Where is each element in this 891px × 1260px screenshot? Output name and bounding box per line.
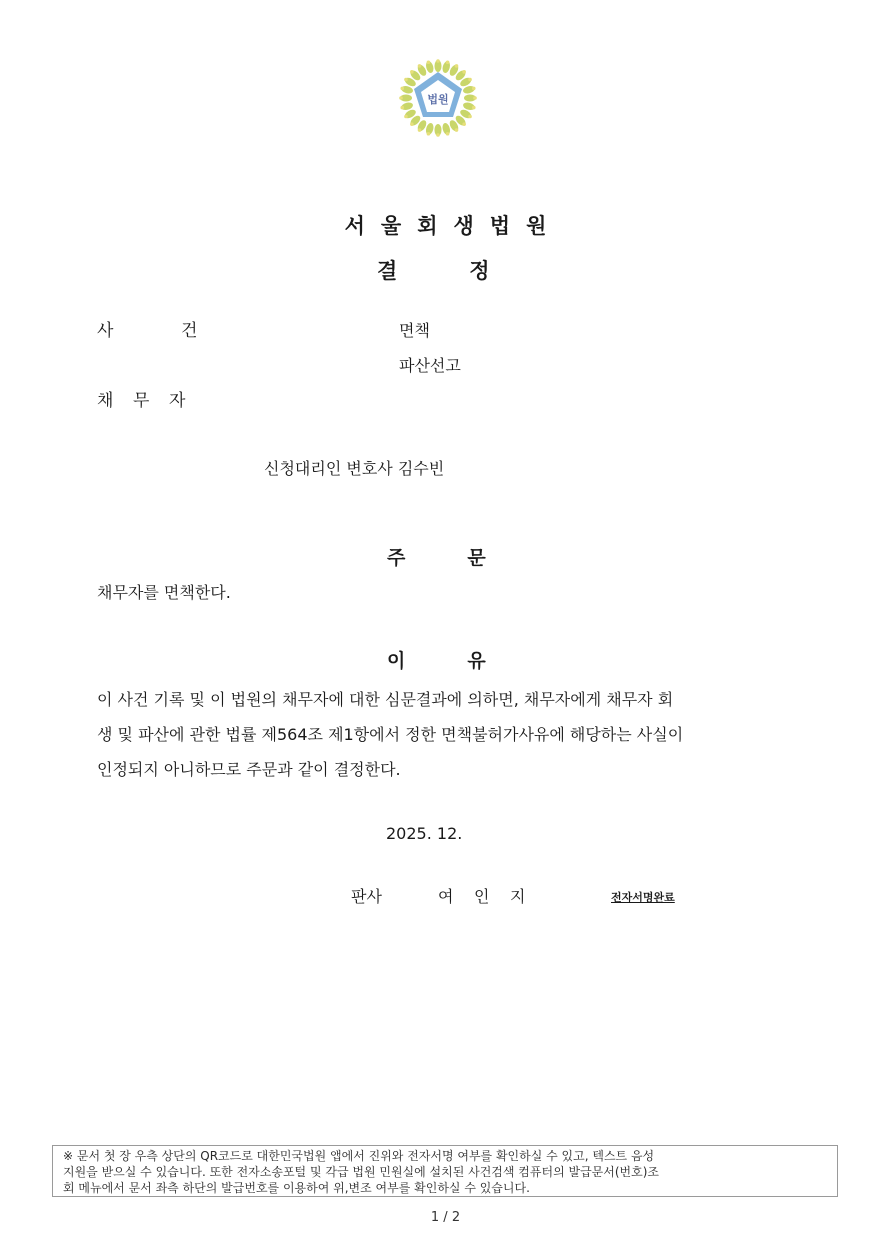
judge-name	[438, 884, 525, 907]
debtor-label-char: 무	[133, 391, 150, 411]
reason-line: 생 및 파산에 관한 법률 제564조 제1항에서 정한 면책불허가사유에 해당하는 사실이	[97, 725, 684, 744]
case-label	[97, 316, 197, 341]
page-number: 1 / 2	[430, 1210, 461, 1225]
emblem-dot	[472, 106, 476, 110]
emblem-dot	[418, 128, 422, 132]
emblem-dot	[473, 96, 477, 100]
notice-line: 지원을 받으실 수 있습니다. 또한 전자소송포털 및 각급 법원 민원실에 설치된 사건검색 컴퓨터의 발급문서(번호)조	[63, 1165, 660, 1179]
emblem-dot	[427, 60, 431, 64]
case-label-part1: 사	[97, 321, 114, 341]
document-title-part2: 정	[469, 259, 490, 283]
case-label-part2: 건	[181, 321, 198, 341]
reason-heading-part1: 이	[387, 650, 406, 672]
emblem-dot	[427, 132, 431, 136]
debtor-label	[97, 386, 185, 411]
reason-heading	[387, 646, 486, 673]
court-name: 서울회생법원	[344, 214, 563, 238]
applicant-agent: 신청대리인 변호사 김수빈	[264, 459, 445, 478]
order-heading-part2: 문	[467, 547, 486, 569]
order-heading-part1: 주	[387, 547, 406, 569]
judge-title: 판사	[351, 887, 382, 906]
court-emblem-icon	[398, 58, 478, 140]
reason-line: 인정되지 아니하므로 주문과 같이 결정한다.	[97, 760, 401, 779]
order-text: 채무자를 면책한다.	[97, 583, 231, 602]
debtor-label-char: 채	[97, 391, 114, 411]
emblem-dot	[468, 78, 472, 82]
case-value-line1: 면책	[399, 321, 430, 340]
document-title	[377, 255, 490, 285]
emblem-dot	[462, 70, 466, 74]
emblem-dot	[400, 87, 404, 91]
notice-line: ※ 문서 첫 장 우측 상단의 QR코드로 대한민국법원 앱에서 진위와 전자서명 여부를 확인하실 수 있고, 텍스트 음성	[63, 1149, 655, 1163]
debtor-label-char: 자	[169, 391, 186, 411]
emblem-dot	[472, 87, 476, 91]
emblem-dot	[418, 64, 422, 68]
esign-status: 전자서명완료	[611, 891, 675, 904]
order-heading	[387, 543, 486, 570]
judge-name-char: 인	[474, 887, 490, 906]
decision-date: 2025. 12.	[386, 824, 463, 843]
reason-text	[97, 682, 787, 787]
emblem-dot	[399, 96, 403, 100]
emblem-dot	[446, 60, 450, 64]
emblem-dot	[404, 115, 408, 119]
emblem-text: 법원	[427, 93, 449, 106]
emblem-dot	[468, 115, 472, 119]
emblem-dot	[462, 122, 466, 126]
reason-heading-part2: 유	[467, 650, 486, 672]
emblem-dot	[410, 122, 414, 126]
emblem-dot	[455, 64, 459, 68]
document-title-part1: 결	[377, 259, 398, 283]
notice-line: 회 메뉴에서 문서 좌측 하단의 발급번호를 이용하여 위,변조 여부를 확인하실 수 있습니다.	[63, 1181, 530, 1195]
verification-notice	[52, 1145, 838, 1197]
emblem-dot	[400, 106, 404, 110]
emblem-dot	[410, 70, 414, 74]
reason-line: 이 사건 기록 및 이 법원의 채무자에 대한 심문결과에 의하면, 채무자에게 채무자 회	[97, 690, 674, 709]
emblem-dot	[436, 59, 440, 63]
emblem-dot	[446, 132, 450, 136]
emblem-dot	[455, 128, 459, 132]
emblem-dot	[436, 133, 440, 137]
judge-name-char: 지	[510, 887, 526, 906]
judge-name-char: 여	[438, 887, 454, 906]
emblem-dot	[404, 78, 408, 82]
case-value-line2: 파산선고	[399, 356, 461, 375]
